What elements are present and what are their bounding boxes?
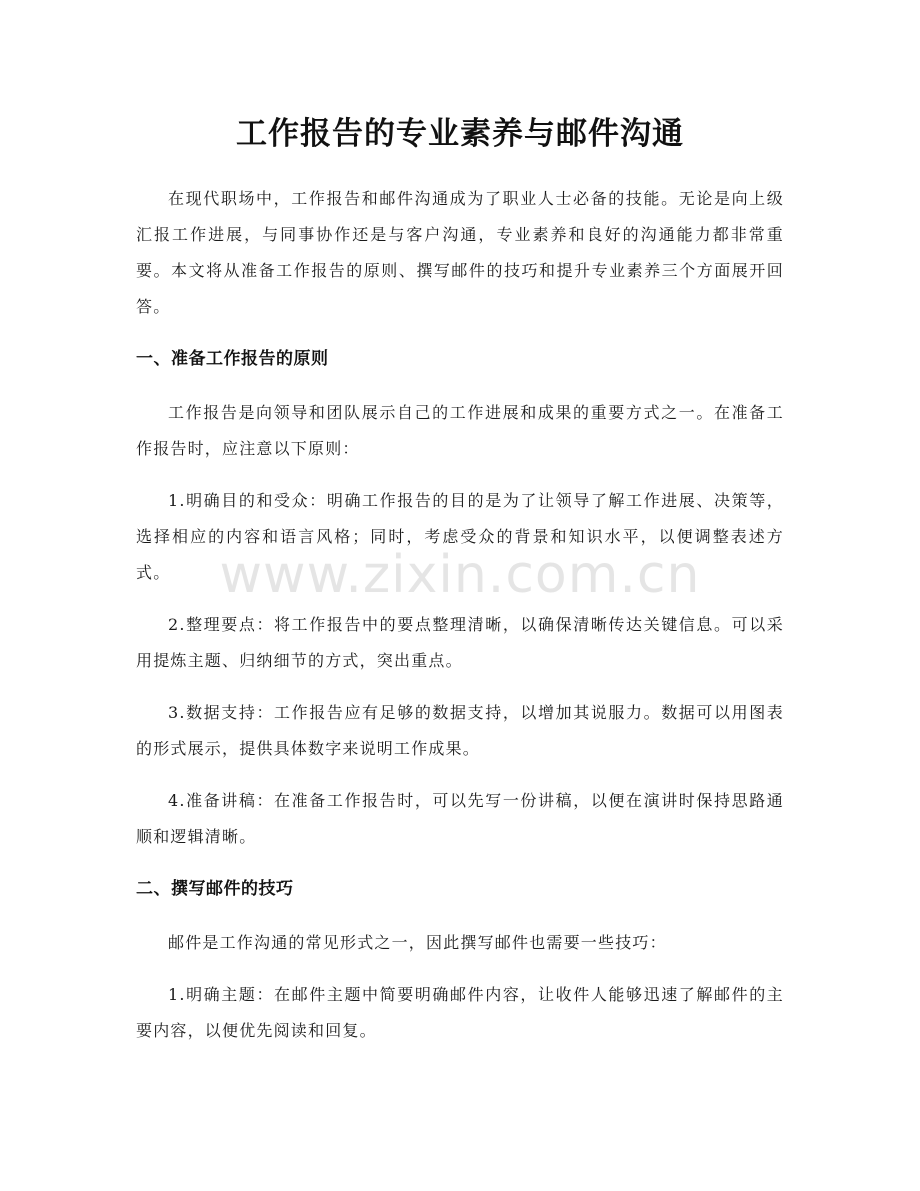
intro-paragraph: 在现代职场中，工作报告和邮件沟通成为了职业人士必备的技能。无论是向上级汇报工作进展，与同事协作还是与客户沟通，专业素养和良好的沟通能力都非常重要。本文将从准备工作报告的原则、撰写邮件的技巧和提升专业素养三个方面展开回答。 bbox=[136, 189, 784, 316]
section2-intro-paragraph: 邮件是工作沟通的常见形式之一，因此撰写邮件也需要一些技巧： bbox=[168, 933, 667, 952]
section2-item-1: 1.明确主题：在邮件主题中简要明确邮件内容，让收件人能够迅速了解邮件的主要内容，以便优先阅读和回复。 bbox=[136, 985, 784, 1040]
section1-intro-paragraph: 工作报告是向领导和团队展示自己的工作进展和成果的重要方式之一。在准备工作报告时，应注意以下原则： bbox=[136, 403, 784, 458]
section1-item-4: 4.准备讲稿：在准备工作报告时，可以先写一份讲稿，以便在演讲时保持思路通顺和逻辑清晰。 bbox=[136, 791, 784, 846]
watermark: www.zixin.com.cn bbox=[219, 545, 701, 605]
section1-item-3: 3.数据支持：工作报告应有足够的数据支持，以增加其说服力。数据可以用图表的形式展示，提供具体数字来说明工作成果。 bbox=[136, 703, 784, 758]
section-heading-report-principles: 一、准备工作报告的原则 bbox=[136, 349, 329, 369]
section-heading-email-tips: 二、撰写邮件的技巧 bbox=[136, 879, 294, 899]
section1-item-2: 2.整理要点：将工作报告中的要点整理清晰，以确保清晰传达关键信息。可以采用提炼主题、归纳细节的方式，突出重点。 bbox=[136, 615, 784, 670]
document-body bbox=[136, 181, 784, 1065]
section1-item-1: 1.明确目的和受众：明确工作报告的目的是为了让领导了解工作进展、决策等，选择相应的内容和语言风格；同时，考虑受众的背景和知识水平，以便调整表述方式。 bbox=[136, 491, 784, 582]
document-title: 工作报告的专业素养与邮件沟通 bbox=[236, 116, 684, 152]
